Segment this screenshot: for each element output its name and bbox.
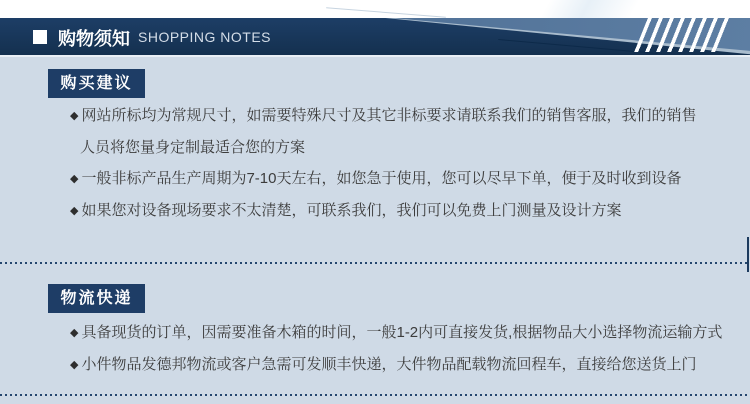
- bullet-text: 网站所标均为常规尺寸，如需要特殊尺寸及其它非标要求请联系我们的销售客服，我们的销售: [81, 107, 697, 124]
- header-title-en: SHOPPING NOTES: [138, 29, 272, 45]
- bullet-line: [70, 349, 722, 381]
- diamond-bullet-icon: ◆: [70, 359, 79, 371]
- diamond-bullet-icon: ◆: [70, 205, 79, 217]
- right-edge-tick-decoration: [747, 237, 749, 272]
- dotted-divider: [0, 262, 750, 264]
- diagonal-stripes-icon: [634, 18, 734, 52]
- section-label-purchase-advice: 购买建议: [48, 69, 145, 98]
- diagonal-line-decoration: [326, 7, 446, 17]
- bullet-text: 小件物品发德邦物流或客户急需可发顺丰快递，大件物品配载物流回程车，直接给您送货上门: [81, 356, 697, 373]
- diamond-bullet-icon: ◆: [70, 173, 79, 185]
- square-marker-icon: [33, 30, 47, 44]
- logistics-content: [70, 317, 722, 381]
- section-label-logistics: 物流快递: [48, 284, 145, 313]
- top-white-strip: [0, 0, 750, 18]
- diamond-bullet-icon: ◆: [70, 110, 79, 122]
- diagonal-glow-decoration: [540, 0, 640, 18]
- header-title-cn: 购物须知: [58, 29, 130, 49]
- section-header-band: [0, 18, 750, 57]
- bullet-line: [70, 100, 696, 132]
- bullet-text: 如果您对设备现场要求不太清楚，可联系我们，我们可以免费上门测量及设计方案: [81, 202, 622, 219]
- bullet-line: [70, 195, 696, 227]
- diamond-bullet-icon: ◆: [70, 327, 79, 339]
- bullet-line: [70, 317, 722, 349]
- bullet-text: 具备现货的订单，因需要准备木箱的时间，一般1-2内可直接发货,根据物品大小选择物流运输方式: [81, 324, 723, 341]
- bullet-line-continuation: [70, 132, 696, 163]
- bullet-line: [70, 163, 696, 195]
- bullet-text: 人员将您量身定制最适合您的方案: [80, 139, 306, 156]
- bullet-text: 一般非标产品生产周期为7-10天左右，如您急于使用，您可以尽早下单，便于及时收到设备: [81, 170, 682, 187]
- purchase-advice-content: [70, 100, 696, 227]
- dotted-divider: [0, 394, 750, 396]
